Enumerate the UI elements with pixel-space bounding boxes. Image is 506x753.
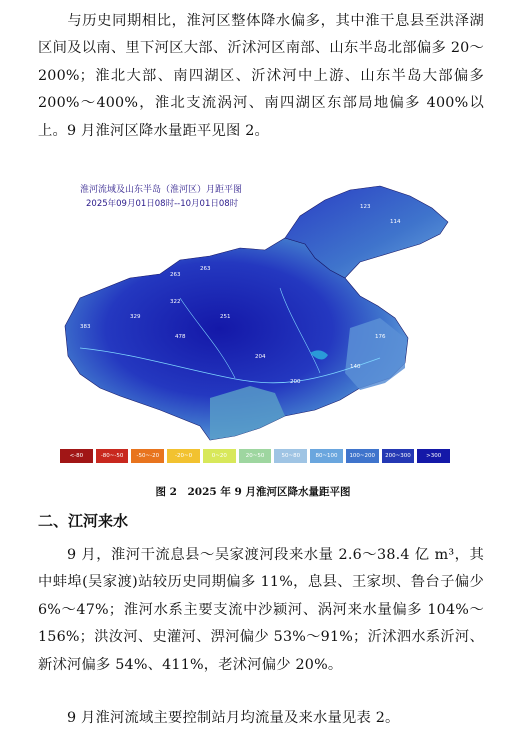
map-label: 204 [255, 354, 266, 360]
legend-item: 80~100 [310, 449, 343, 463]
map-subtitle: 2025年09月01日08时--10月01日08时 [86, 199, 239, 209]
map-label: 200 [290, 379, 301, 385]
map-graphic [60, 178, 450, 448]
paragraph-precipitation: 与历史同期相比，淮河区整体降水偏多，其中淮干息县至洪泽湖区间及以南、里下河区大部、沂沭河区南部、山东半岛北部偏多 20～200%；淮北大部、南四湖区、沂沭河中上游、山东半岛大部偏多 200%～400%，淮北支流涡河、南四湖区东部局地偏多 400%以上。9 月淮河区降水量距平见图 2。 [38, 13, 484, 139]
map-label: 123 [360, 204, 371, 210]
map-label: 329 [130, 314, 141, 320]
legend-item: 50~80 [274, 449, 307, 463]
map-label: 263 [200, 266, 211, 272]
legend-item: -50~-20 [131, 449, 164, 463]
legend-item: -80~-50 [96, 449, 129, 463]
map-title: 淮河流域及山东半岛（淮河区）月距平图 [80, 185, 243, 195]
map-label: 140 [350, 364, 361, 370]
map-label: 251 [220, 314, 231, 320]
figure-caption: 图 2 2025 年 9 月淮河区降水量距平图 [155, 486, 351, 498]
map-label: 263 [170, 272, 181, 278]
legend-item: <-80 [60, 449, 93, 463]
legend-item: -20~0 [167, 449, 200, 463]
map-label: 176 [375, 334, 386, 340]
legend-item: 20~50 [239, 449, 272, 463]
map-label: 383 [80, 324, 91, 330]
legend-item: 0~20 [203, 449, 236, 463]
map-legend [60, 449, 450, 463]
map-label: 322 [170, 299, 181, 305]
map-label: 114 [390, 219, 401, 225]
section-heading: 二、江河来水 [38, 512, 129, 530]
legend-item: >300 [417, 449, 450, 463]
precipitation-anomaly-map [60, 178, 450, 470]
map-label: 162 [400, 379, 411, 385]
paragraph-river-inflow: 9 月，淮河干流息县～吴家渡河段来水量 2.6～38.4 亿 m³，其中蚌埠(吴家渡)站较历史同期偏多 11%，息县、王家坝、鲁台子偏少 6%～47%；淮河水系主要支流中沙颍河、涡河来水量偏多 104%～156%；洪汝河、史灌河、淠河偏少 53%～91%；沂沭泗水系沂河、新沭河偏多 54%、411%，老沭河偏少 20%。 [38, 547, 484, 673]
map-label: 178 [380, 299, 391, 305]
legend-item: 100~200 [346, 449, 379, 463]
paragraph-table-reference: 9 月淮河流域主要控制站月均流量及来水量见表 2。 [67, 710, 400, 726]
legend-item: 200~300 [382, 449, 415, 463]
map-label: 478 [175, 334, 186, 340]
